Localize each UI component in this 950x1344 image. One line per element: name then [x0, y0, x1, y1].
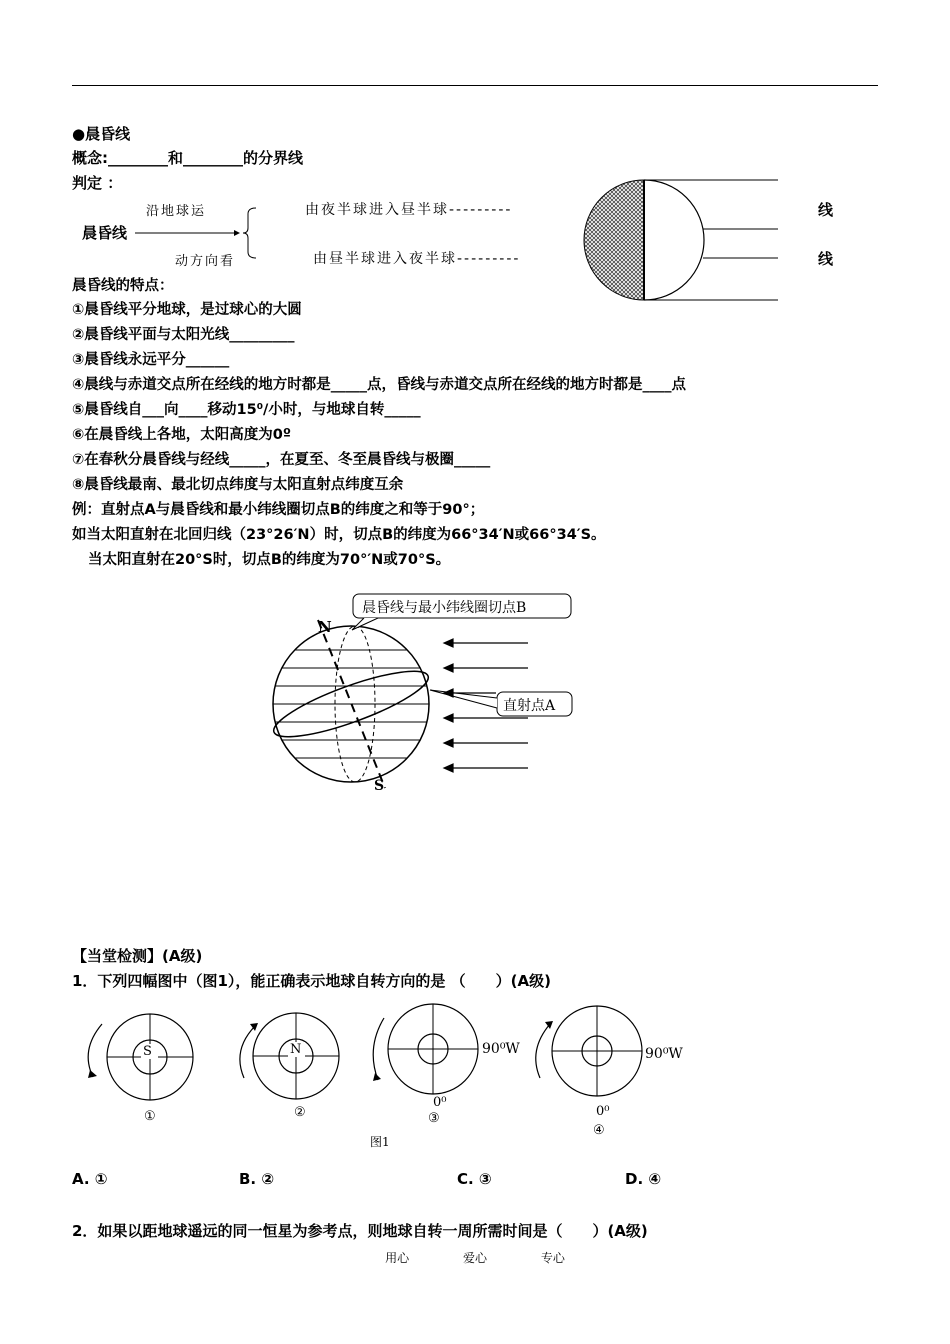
- option-a: A. ①: [72, 1170, 108, 1188]
- feature-1: ①晨昏线平分地球，是过球心的大圆: [72, 302, 302, 318]
- fig1-center-n: N: [290, 1042, 302, 1057]
- option-c: C. ③: [457, 1170, 492, 1188]
- terminator-globe-diagram: [0, 580, 950, 800]
- judge-row2: 由昼半球进入夜半球---------: [313, 251, 521, 267]
- judge-diagram: [0, 0, 950, 320]
- fig1-center-s: S: [143, 1044, 152, 1059]
- fig1-label-3: ③: [428, 1111, 440, 1126]
- feature-7: ⑦在春秋分晨昏线与经线_____，在夏至、冬至晨昏线与极圈_____: [72, 452, 491, 468]
- feature-4: ④晨线与赤道交点所在经线的地方时都是_____点，昏线与赤道交点所在经线的地方时都是____点: [72, 377, 687, 393]
- fig1-caption: 图1: [370, 1135, 390, 1149]
- fig1-diagram-2: [240, 1013, 339, 1120]
- fig1-diagram-3: [373, 1004, 520, 1126]
- footer-2: 爱心: [462, 1251, 487, 1265]
- feature-5: ⑤晨昏线自___向____移动15⁰/小时，与地球自转_____: [72, 402, 421, 418]
- judge-row1: 由夜半球进入昼半球---------: [305, 202, 513, 218]
- judge-label: 判定 ：: [72, 174, 123, 192]
- fig1-diagram-4: [536, 1006, 684, 1138]
- callout-a-text: 直射点A: [503, 698, 556, 714]
- label-n: N: [318, 618, 332, 636]
- fig1-label-4: ④: [593, 1123, 605, 1138]
- feature-6: ⑥在晨昏线上各地，太阳高度为0º: [72, 427, 292, 443]
- judge-main: 晨昏线: [82, 224, 128, 242]
- judge-suffix1: 线: [818, 201, 834, 219]
- example-3: 当太阳直射在20°S时，切点B的纬度为70°′N或70°S。: [88, 552, 451, 568]
- features-title: 晨昏线的特点：: [72, 278, 174, 294]
- judge-suffix2: 线: [818, 250, 834, 268]
- example-2: 如当太阳直射在北回归线（23°26′N）时，切点B的纬度为66°34′N或66°34′S。: [72, 527, 606, 543]
- judge-bottom-note: 动方向看: [175, 254, 236, 269]
- label-s: S: [374, 778, 385, 794]
- judge-brace: [243, 208, 256, 258]
- feature-8: ⑧晨昏线最南、最北切点纬度与太阳直射点纬度互余: [72, 477, 404, 493]
- option-d: D. ④: [625, 1170, 662, 1188]
- callout-b-text: 晨昏线与最小纬线圈切点B: [362, 600, 527, 616]
- figure-1: [0, 1000, 950, 1160]
- footer-3: 专心: [540, 1251, 565, 1265]
- fig1-label-1: ①: [144, 1109, 156, 1124]
- test-heading: 【当堂检测】(A级): [72, 947, 203, 965]
- question-1: 1．下列四幅图中（图1），能正确表示地球自转方向的是 （ ）(A级): [72, 972, 551, 990]
- page-footer: [0, 1249, 950, 1266]
- judge-top-note: 沿地球运: [146, 204, 207, 219]
- footer-1: 用心: [385, 1251, 410, 1265]
- fig1-label-2: ②: [294, 1105, 306, 1120]
- feature-2: ②晨昏线平面与太阳光线_________: [72, 327, 295, 343]
- section-title: ●晨昏线: [72, 125, 131, 143]
- fig1-lon-4: 90⁰W: [645, 1046, 683, 1062]
- option-b: B. ②: [239, 1170, 275, 1188]
- concept-line: 概念:________和________的分界线: [72, 149, 303, 167]
- fig1-zero-4: 0⁰: [596, 1104, 610, 1119]
- day-hemisphere: [644, 180, 704, 300]
- example-1: 例：直射点A与晨昏线和最小纬线圈切点B的纬度之和等于90°；: [72, 502, 485, 518]
- feature-3: ③晨昏线永远平分______: [72, 352, 230, 368]
- question-2: 2．如果以距地球遥远的同一恒星为参考点，则地球自转一周所需时间是（ ）(A级): [72, 1222, 648, 1240]
- callout-b-pointer: [352, 618, 378, 630]
- fig1-zero-3: 0⁰: [433, 1095, 447, 1110]
- fig1-diagram-1: [88, 1014, 193, 1124]
- night-hemisphere: [584, 180, 644, 300]
- fig1-lon-3: 90⁰W: [482, 1041, 520, 1057]
- judge-arrow-head: [234, 230, 240, 236]
